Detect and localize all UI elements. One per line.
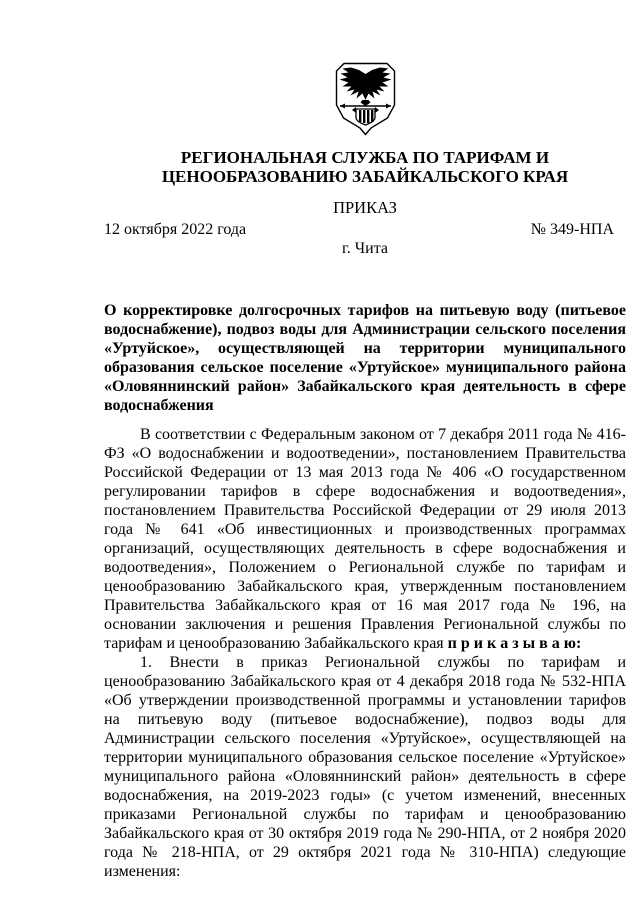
document-type: ПРИКАЗ [333, 198, 397, 217]
document-content [104, 62, 626, 881]
organization-name-line-2: ЦЕНООБРАЗОВАНИЮ ЗАБАЙКАЛЬСКОГО КРАЯ [161, 167, 569, 186]
item-1-paragraph: 1. Внести в приказ Региональной службы по тарифам и ценообразованию Забайкальского края от 4 декабря 2018 года № 532-НПА «Об утверждении производственной программы и установлении тарифов на питьевую воду (питьевое водоснабжение), подвоз воды для Администрации сельского поселения «Уртуйское», осуществляющей на территории муниципального образования сельское поселение «Уртуйское» муниципального района «Оловяннинский район» деятельность в сфере водоснабжения, на 2019-2023 годы» (с учетом изменений, внесенных приказами Региональной службы по тарифам и ценообразованию Забайкальского края от 30 октября 2019 года № 290-НПА, от 2 ноября 2020 года № 218-НПА, от 29 октября 2021 года № 310-НПА) следующие изменения: [104, 654, 626, 880]
organization-name-line-1: РЕГИОНАЛЬНАЯ СЛУЖБА ПО ТАРИФАМ И [180, 148, 550, 167]
document-city: г. Чита [341, 240, 388, 257]
preamble-paragraph [104, 425, 626, 653]
date-number-row [104, 220, 626, 239]
organization-name [104, 148, 626, 186]
document-date: 12 октября 2022 года [104, 221, 247, 238]
preamble-text: В соответствии с Федеральным законом от 7 декабря 2011 года № 416-ФЗ «О водоснабжении и водоотведении», постановлением Правительства Российской Федерации от 13 мая 2013 года № 406 «О государственном регулировании тарифов в сфере водоснабжения и водоотведения», постановлением Правительства Российской Федерации от 29 июля 2013 года № 641 «Об инвестиционных и производственных программах организаций, осуществляющих деятельность в сфере водоснабжения и водоотведения», Положением о Региональной службе по тарифам и ценообразованию Забайкальского края, утвержденным постановлением Правительства Забайкальского края от 16 мая 2017 года № 196, на основании заключения и решения Правления Региональной службы по тарифам и ценообразованию Забайкальского края [104, 426, 626, 652]
coat-of-arms-icon [335, 62, 396, 136]
decree-keyword: п р и к а з ы в а ю: [447, 635, 582, 652]
document-subject: О корректировке долгосрочных тарифов на питьевую воду (питьевое водоснабжение), подвоз воды для Администрации сельского поселения «Уртуйское», осуществляющей на территории муниципального образования сельское поселение «Уртуйское» муниципального района «Оловяннинский район» Забайкальского края деятельность в сфере водоснабжения [104, 302, 626, 414]
document-number: № 349-НПА [530, 221, 614, 238]
